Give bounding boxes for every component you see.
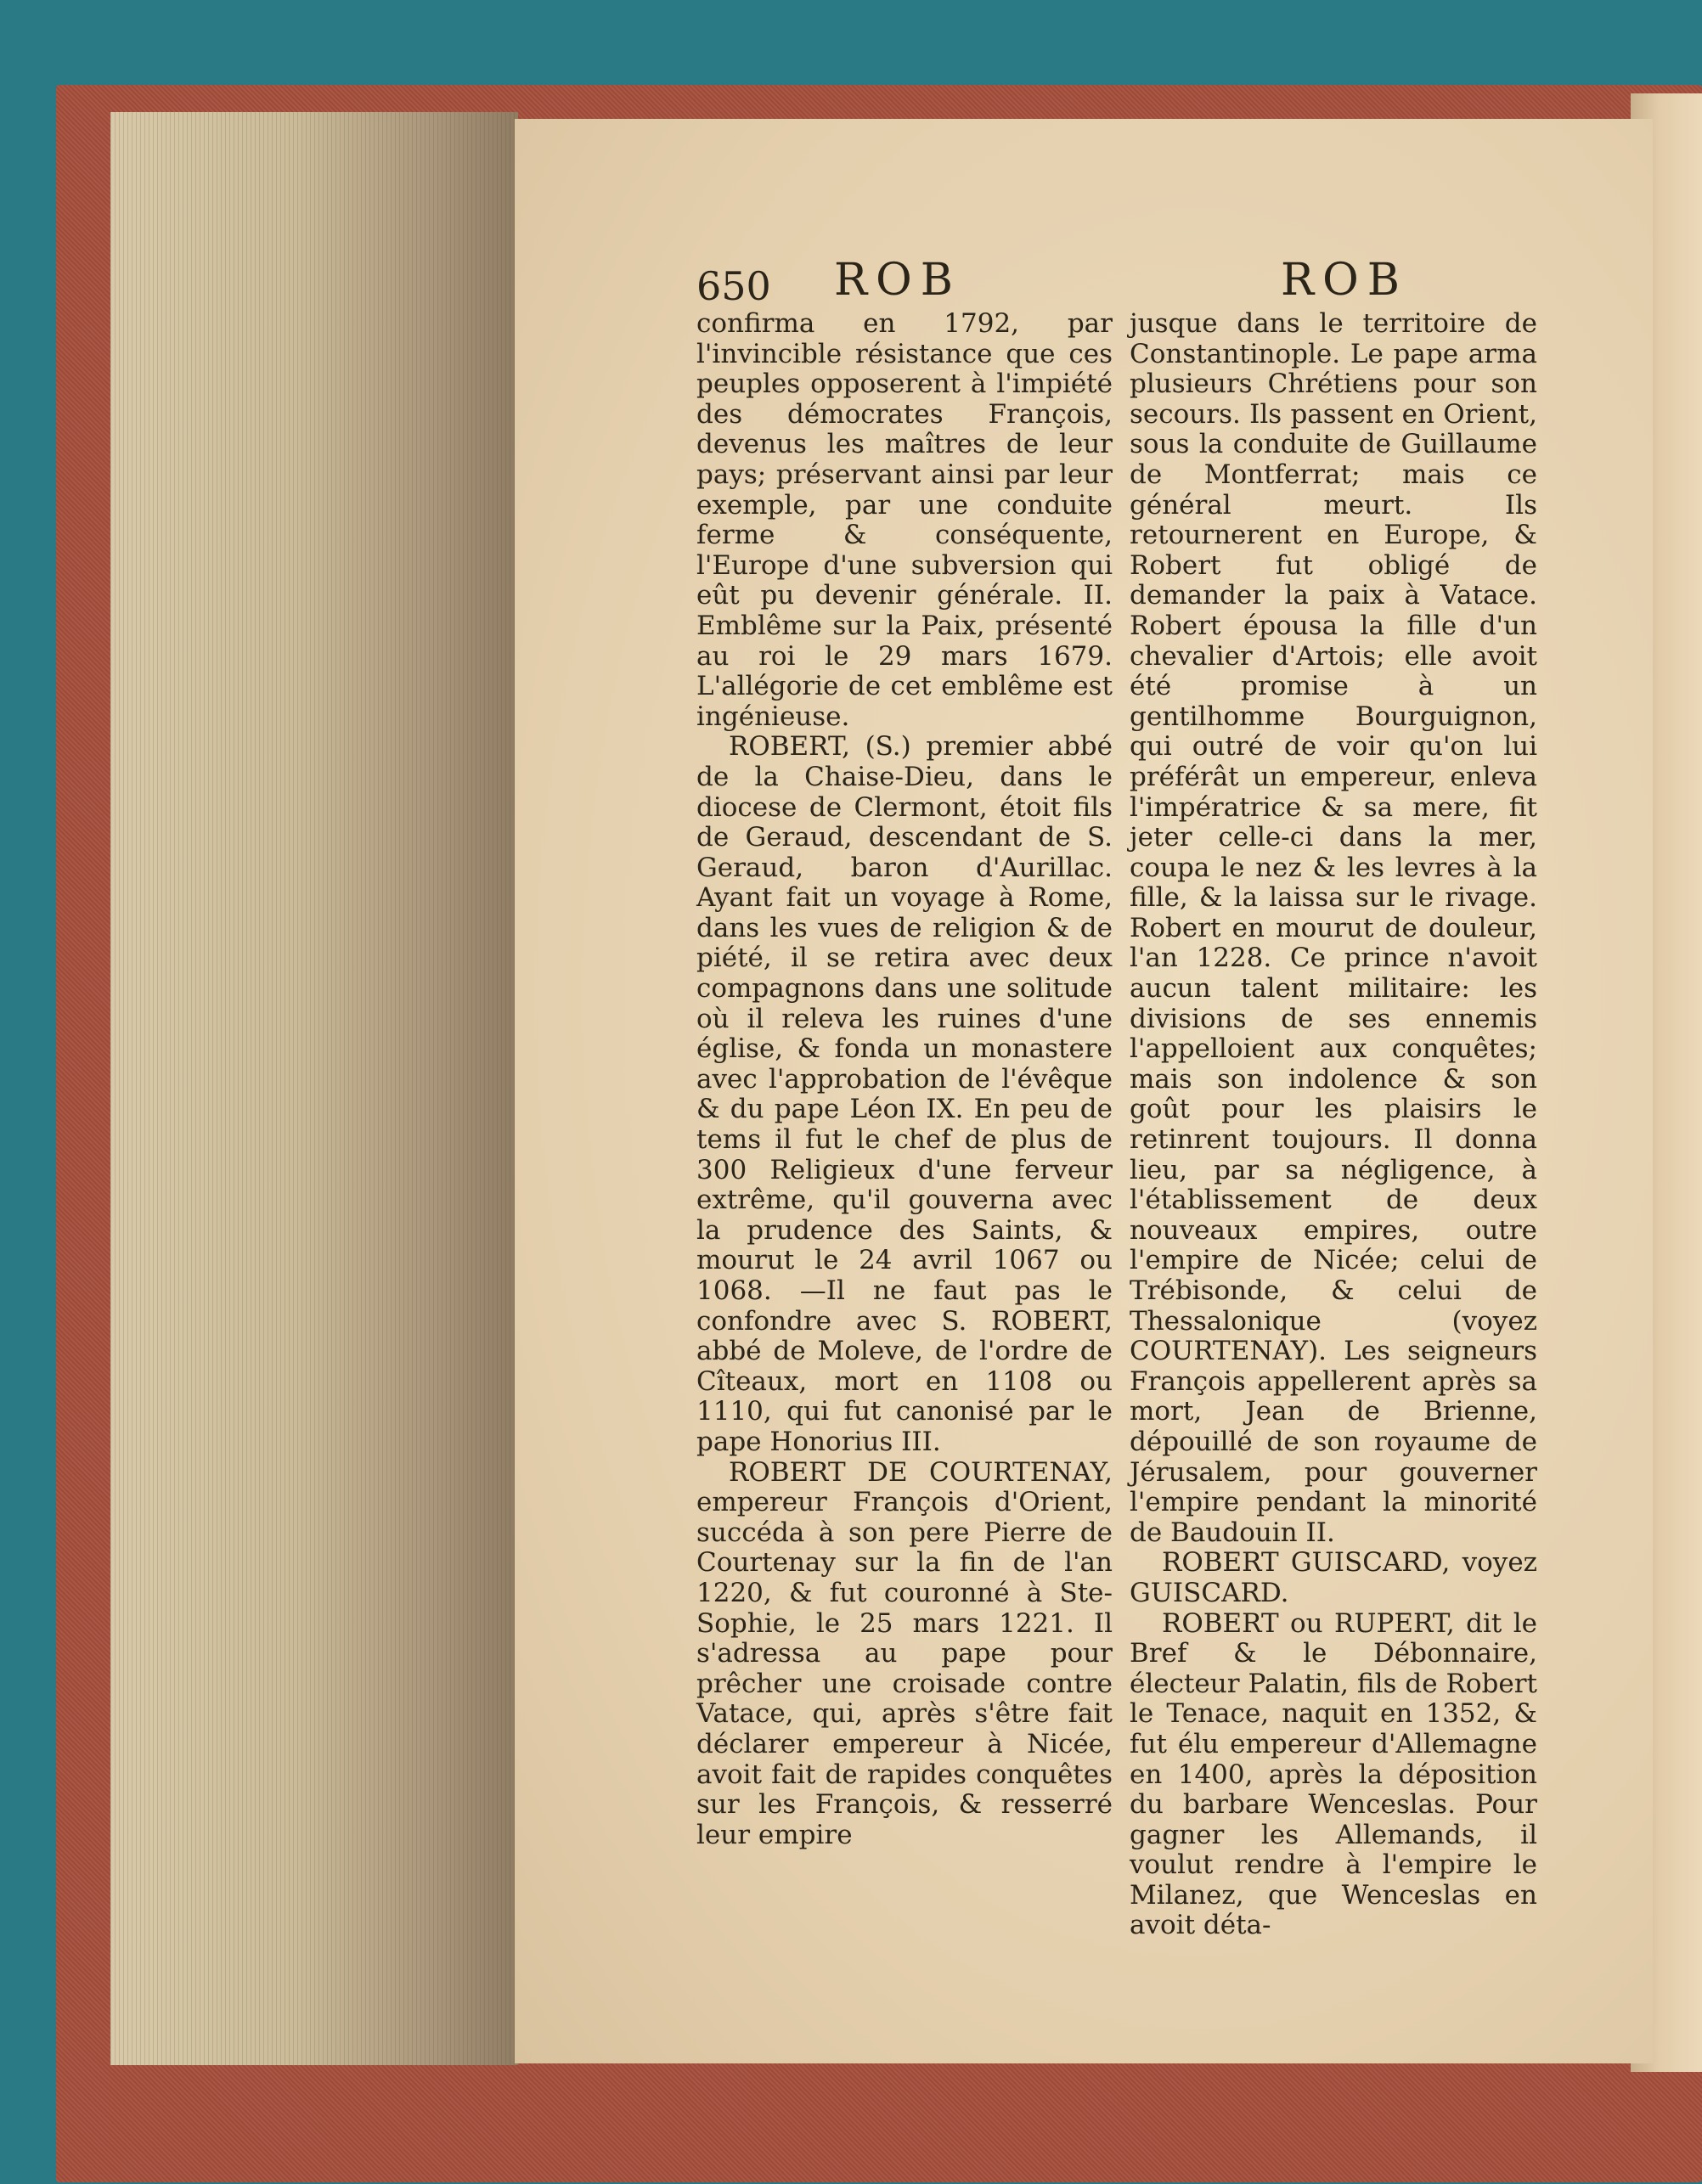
entry-robert-guiscard: ROBERT GUISCARD, voyez GUISCARD.	[1130, 1547, 1537, 1608]
entry-robert-saint: ROBERT, (S.) premier abbé de la Chaise-Dieu, dans le diocese de Clermont, étoit fils de Geraud, descendant de S. Geraud, baron d'Aurillac. Ayant fait un voyage à Rome, dans les vues de religion & de piété, il se retira avec deux compagnons dans une solitude où il releva les ruines d'une église, & fonda un monastere avec l'approbation de l'évêque & du pape Léon IX. En peu de tems il fut le chef de plus de 300 Religieux d'une ferveur extrême, qu'il gouverna avec la prudence des Saints, & mourut le 24 avril 1067 ou 1068. —Il ne faut pas le confondre avec S. ROBERT, abbé de Moleve, de l'ordre de Cîteaux, mort en 1108 ou 1110, qui fut canonisé par le pape Honorius III.	[696, 731, 1113, 1457]
entry-robert-rupert: ROBERT ou RUPERT, dit le Bref & le Débonnaire, électeur Palatin, fils de Robert le Tenace, naquit en 1352, & fut élu empereur d'Allemagne en 1400, après la déposition du barbare Wenceslas. Pour gagner les Allemands, il voulut rendre à l'empire le Milanez, que Wenceslas en avoit déta-	[1130, 1607, 1537, 1941]
left-column	[696, 309, 1113, 1850]
paragraph-continuation: jusque dans le territoire de Constantinople. Le pape arma plusieurs Chrétiens pour son secours. Ils passent en Orient, sous la conduite de Guillaume de Montferrat; mais ce général meurt. Ils retournerent en Europe, & Robert fut obligé de demander la paix à Vatace. Robert épousa la fille d'un chevalier d'Artois; elle avoit été promise à un gentilhomme Bourguignon, qui outré de voir qu'on lui préférât un empereur, enleva l'impératrice & sa mere, fit jeter celle-ci dans la mer, coupa le nez & les levres à la fille, & la laissa sur le rivage. Robert en mourut de douleur, l'an 1228. Ce prince n'avoit aucun talent militaire: les divisions de ses ennemis l'appelloient aux conquêtes; mais son indolence & son goût pour les plaisirs le retinrent toujours. Il donna lieu, par sa négligence, à l'établissement de deux nouveaux empires, outre l'empire de Nicée; celui de Trébisonde, & celui de Thessalonique (voyez COURTENAY). Les seigneurs François appellerent après sa mort, Jean de Brienne, dépouillé de son royaume de Jérusalem, pour gouverner l'empire pendant la minorité de Baudouin II.	[1130, 308, 1537, 1548]
running-head-left: ROB	[834, 255, 961, 306]
entry-robert-de-courtenay: ROBERT DE COURTENAY, empereur François d'Orient, succéda à son pere Pierre de Courtenay sur la fin de l'an 1220, & fut couronné à Ste-Sophie, le 25 mars 1221. Il s'adressa au pape pour prêcher une croisade contre Vatace, qui, après s'être fait déclarer empereur à Nicée, avoit fait de rapides conquêtes sur les François, & resserré leur empire	[696, 1456, 1113, 1850]
paragraph-continuation: confirma en 1792, par l'invincible résistance que ces peuples opposerent à l'impiété des démocrates François, devenus les maîtres de leur pays; préservant ainsi par leur exemple, par une conduite ferme & conséquente, l'Europe d'une subversion qui eût pu devenir générale. II. Emblême sur la Paix, présenté au roi le 29 mars 1679. L'allégorie de cet emblême est ingénieuse.	[696, 308, 1113, 732]
page-edges	[110, 112, 518, 2065]
right-column	[1130, 309, 1537, 1941]
page-number: 650	[696, 263, 771, 309]
running-head-right: ROB	[1281, 255, 1408, 306]
